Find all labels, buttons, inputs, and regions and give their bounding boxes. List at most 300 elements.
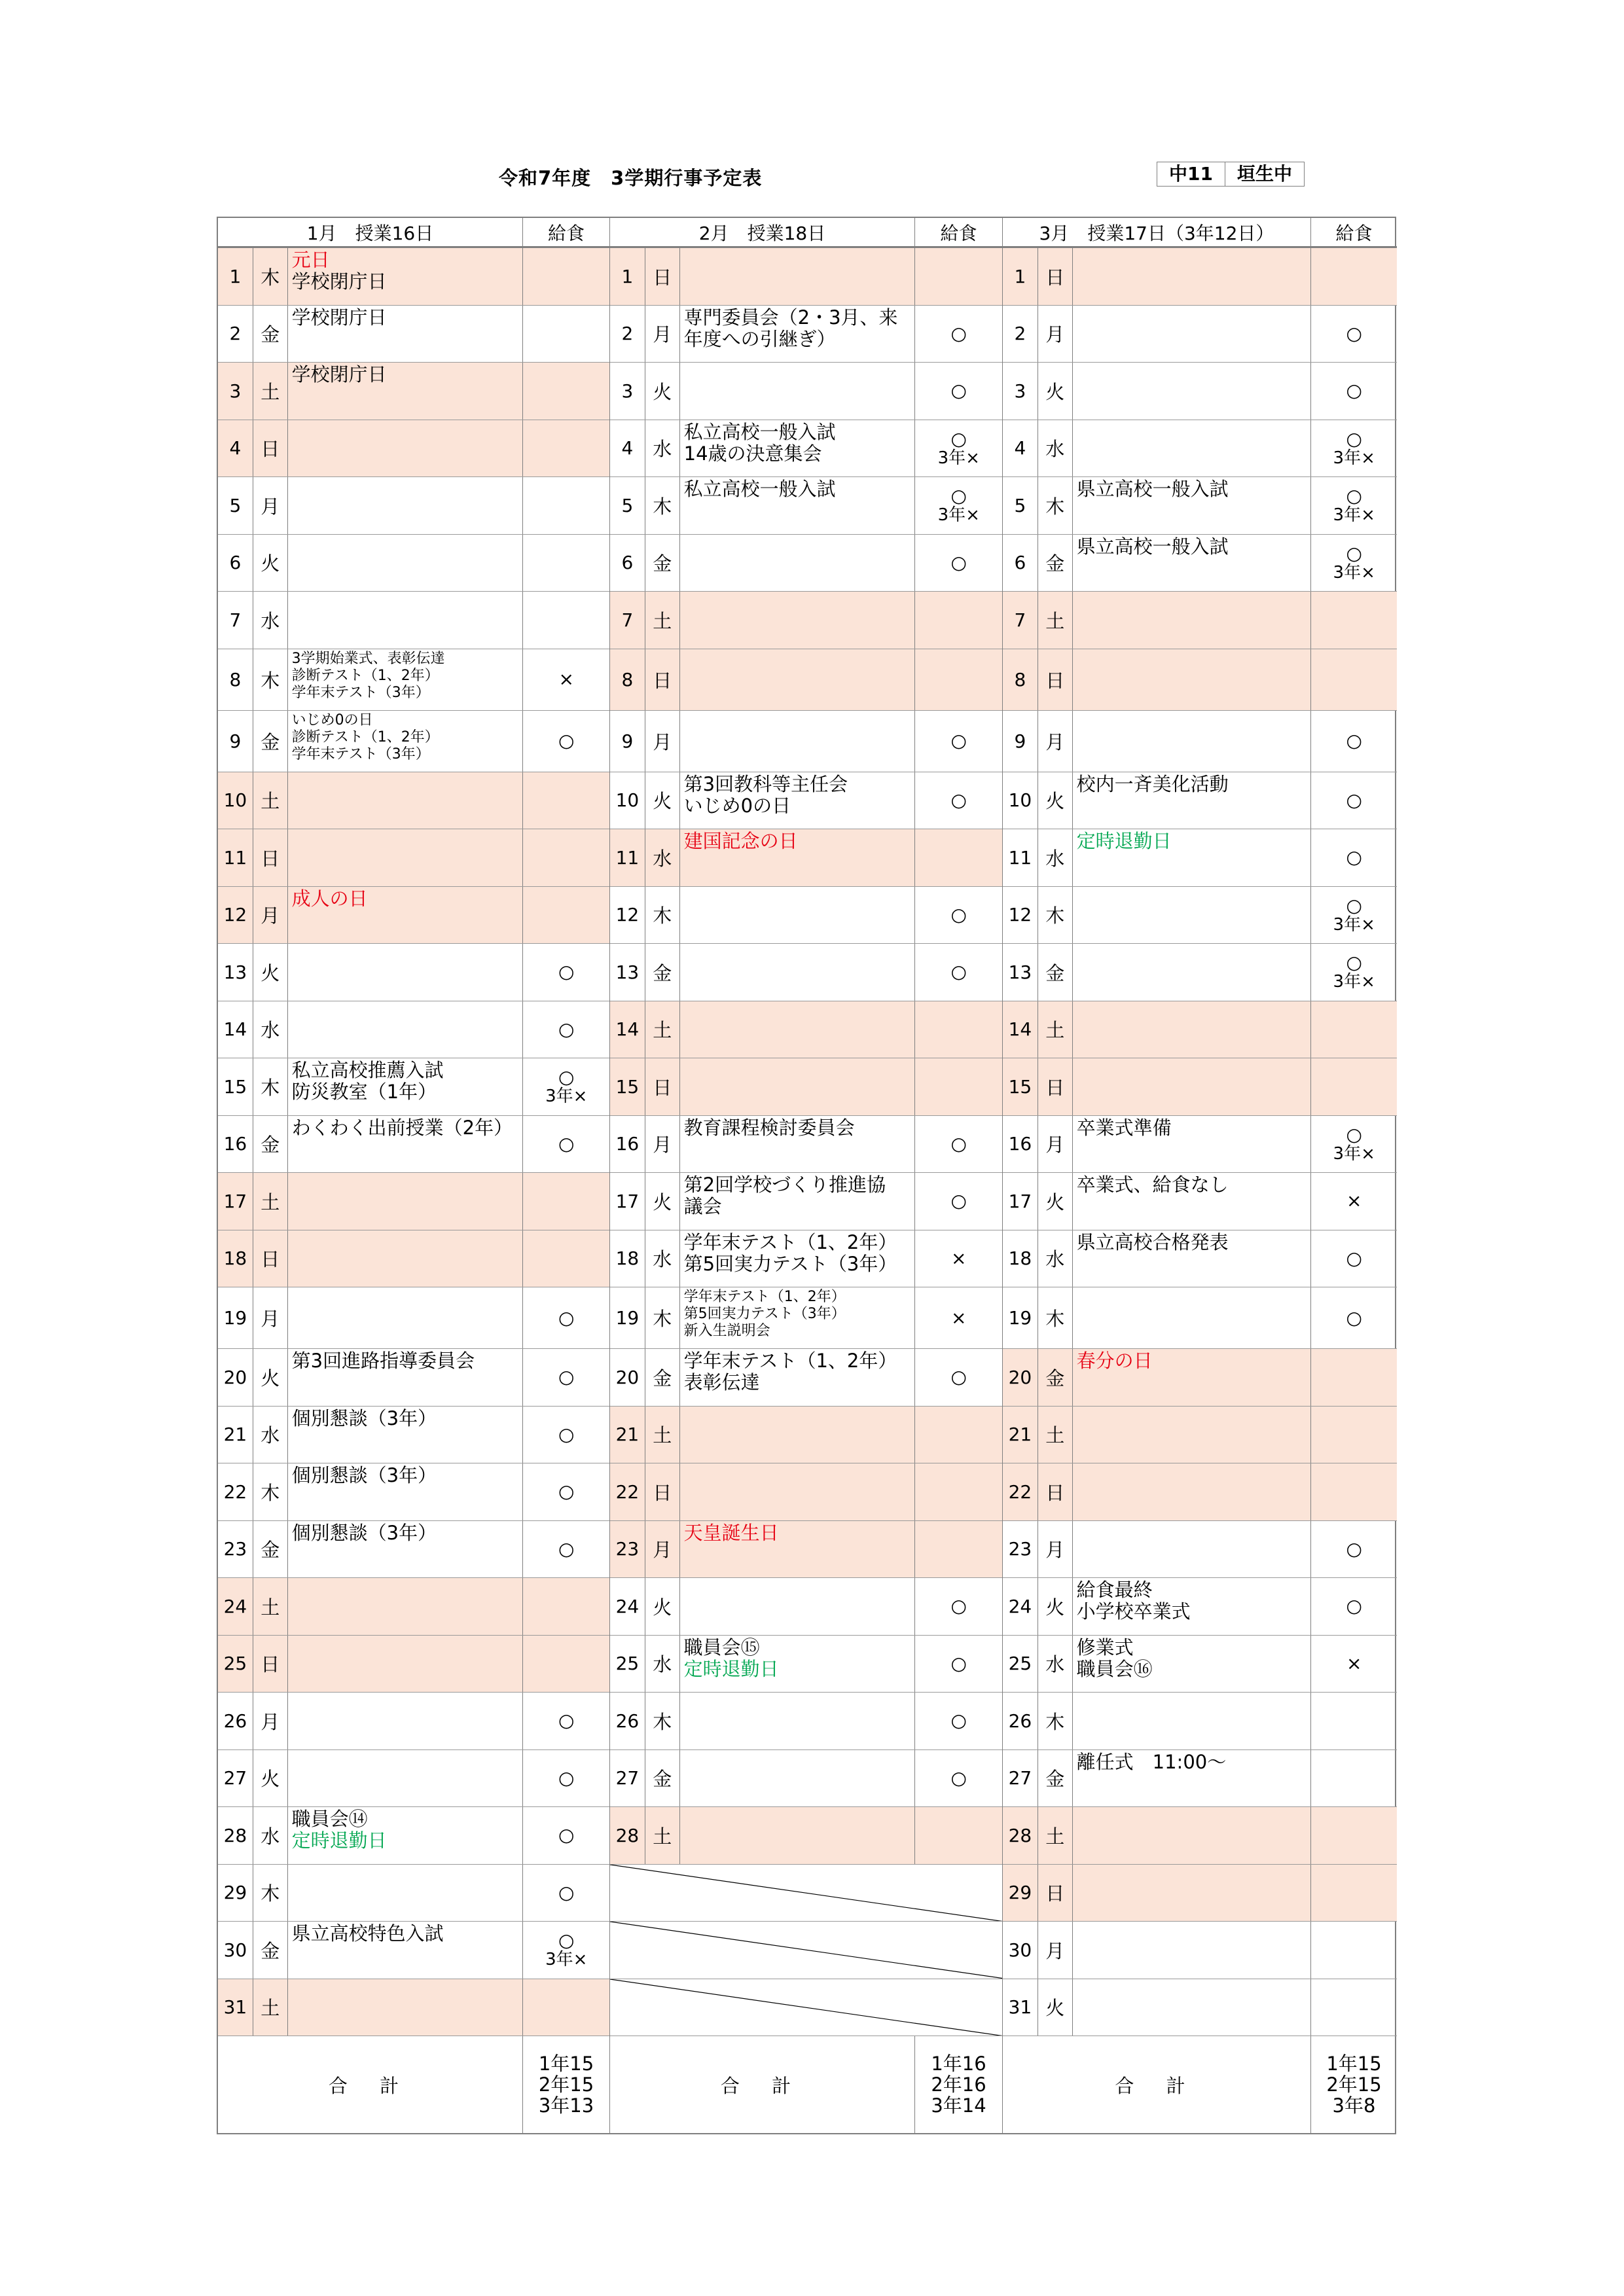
day-row xyxy=(218,535,609,592)
day-number: 18 xyxy=(1003,1230,1038,1287)
event-line: 私立高校推薦入試 xyxy=(291,1059,444,1081)
month-february xyxy=(610,218,1003,2133)
meal-cell xyxy=(1311,1173,1397,1230)
day-of-week: 金 xyxy=(253,711,288,772)
event-line: 個別懇談（3年） xyxy=(291,1407,437,1429)
day-row xyxy=(1003,248,1397,306)
day-number: 16 xyxy=(218,1116,253,1173)
event-cell xyxy=(288,1001,524,1058)
day-number: 22 xyxy=(1003,1463,1038,1520)
month-title: 2月 授業18日 xyxy=(610,218,915,246)
day-of-week: 土 xyxy=(1038,1001,1073,1058)
meal-mark: ○ xyxy=(950,789,967,811)
day-number: 8 xyxy=(610,649,645,710)
day-row xyxy=(1003,1636,1397,1693)
day-of-week: 火 xyxy=(253,944,288,1001)
meal-cell xyxy=(915,1349,1002,1406)
meal-cell xyxy=(915,1173,1002,1230)
event-line: 学年末テスト（3年） xyxy=(291,745,430,762)
meal-cell xyxy=(915,772,1002,829)
totals-label: 合 計 xyxy=(1003,2036,1311,2133)
totals-label: 合 計 xyxy=(218,2036,523,2133)
day-of-week: 金 xyxy=(253,1116,288,1173)
day-number: 20 xyxy=(610,1349,645,1406)
meal-cell xyxy=(523,772,609,829)
day-of-week: 金 xyxy=(645,535,680,592)
meal-mark: ○ xyxy=(558,1881,575,1903)
event-line: 卒業式準備 xyxy=(1076,1116,1172,1139)
event-line: 学年末テスト（1、2年） xyxy=(683,1289,846,1305)
day-of-week: 木 xyxy=(253,1058,288,1115)
meal-cell xyxy=(1311,1750,1397,1807)
strike-line xyxy=(610,1865,1002,1922)
day-of-week: 火 xyxy=(1038,1173,1073,1230)
meal-mark: × xyxy=(1346,1190,1362,1212)
day-of-week: 金 xyxy=(253,1922,288,1979)
event-line: いじめ0の日 xyxy=(683,794,791,817)
meal-cell xyxy=(523,248,609,305)
day-number: 22 xyxy=(218,1463,253,1520)
day-number: 14 xyxy=(610,1001,645,1058)
meal-mark: ○ xyxy=(1346,789,1362,811)
event-cell xyxy=(288,772,524,829)
event-cell xyxy=(1073,535,1312,592)
meal-mark: ○ xyxy=(558,1366,575,1388)
meal-cell xyxy=(1311,248,1397,305)
meal-cell xyxy=(523,363,609,420)
school-label xyxy=(1157,162,1305,187)
day-of-week: 月 xyxy=(645,711,680,772)
meal-cell xyxy=(1311,944,1397,1001)
event-cell xyxy=(288,1578,524,1635)
event-cell xyxy=(288,248,524,305)
day-row xyxy=(610,477,1002,535)
day-of-week: 木 xyxy=(253,649,288,710)
meal-cell xyxy=(1311,1058,1397,1115)
day-row xyxy=(1003,711,1397,772)
day-number: 31 xyxy=(218,1979,253,2036)
event-cell xyxy=(680,944,916,1001)
day-row xyxy=(218,420,609,478)
day-number: 28 xyxy=(610,1807,645,1864)
meal-cell xyxy=(523,1463,609,1520)
meal-cell xyxy=(915,711,1002,772)
day-of-week: 土 xyxy=(1038,592,1073,649)
meal-mark: × xyxy=(950,1306,967,1329)
event-cell xyxy=(680,1463,916,1520)
day-number: 17 xyxy=(610,1173,645,1230)
day-row xyxy=(610,592,1002,649)
day-row xyxy=(1003,887,1397,944)
day-row xyxy=(1003,1287,1397,1349)
meal-cell xyxy=(1311,711,1397,772)
day-number: 19 xyxy=(610,1287,645,1348)
day-row xyxy=(610,944,1002,1001)
day-row xyxy=(610,1287,1002,1349)
day-row xyxy=(1003,649,1397,711)
day-of-week: 木 xyxy=(253,1463,288,1520)
meal-cell xyxy=(1311,1922,1397,1979)
day-rows xyxy=(218,248,609,2036)
event-cell xyxy=(288,420,524,477)
day-number: 6 xyxy=(218,535,253,592)
day-row xyxy=(218,306,609,363)
strike-line xyxy=(610,1979,1002,2036)
day-of-week: 日 xyxy=(1038,1463,1073,1520)
meal-cell xyxy=(523,1750,609,1807)
event-cell xyxy=(288,592,524,649)
event-cell xyxy=(680,592,916,649)
day-number: 27 xyxy=(1003,1750,1038,1807)
day-number: 2 xyxy=(610,306,645,363)
school-name: 垣生中 xyxy=(1225,162,1304,186)
day-number: 26 xyxy=(218,1693,253,1749)
day-row xyxy=(610,1001,1002,1059)
total-grade-1: 1年15 xyxy=(538,2053,594,2075)
meal-exception: 3年× xyxy=(937,505,980,526)
day-of-week: 土 xyxy=(645,1001,680,1058)
day-row xyxy=(218,772,609,830)
day-row xyxy=(218,1230,609,1288)
event-cell xyxy=(1073,1463,1312,1520)
event-cell xyxy=(680,1001,916,1058)
day-of-week: 水 xyxy=(645,829,680,886)
day-number: 28 xyxy=(218,1807,253,1864)
day-number: 21 xyxy=(218,1407,253,1463)
day-of-week: 火 xyxy=(645,363,680,420)
event-cell xyxy=(680,772,916,829)
event-cell xyxy=(680,649,916,710)
day-row xyxy=(1003,1001,1397,1059)
month-header xyxy=(218,218,609,248)
event-cell xyxy=(288,1636,524,1693)
meal-cell xyxy=(915,1521,1002,1578)
meal-mark: ○ xyxy=(558,1929,575,1952)
event-cell xyxy=(680,1287,916,1348)
meal-cell xyxy=(523,1116,609,1173)
day-number: 12 xyxy=(1003,887,1038,944)
day-row xyxy=(610,1521,1002,1579)
event-line: 第5回実力テスト（3年） xyxy=(683,1306,846,1322)
day-row xyxy=(610,711,1002,772)
event-line: 卒業式、給食なし xyxy=(1076,1174,1229,1196)
meal-cell xyxy=(1311,1116,1397,1173)
meal-cell xyxy=(523,944,609,1001)
event-line: 修業式 xyxy=(1076,1636,1134,1659)
day-of-week: 水 xyxy=(253,1001,288,1058)
event-line: 私立高校一般入試 xyxy=(683,420,836,443)
meal-cell xyxy=(915,420,1002,477)
day-of-week: 水 xyxy=(1038,1636,1073,1693)
day-row xyxy=(1003,1922,1397,1979)
day-number: 27 xyxy=(610,1750,645,1807)
day-row xyxy=(218,944,609,1001)
event-cell xyxy=(680,1173,916,1230)
day-of-week: 水 xyxy=(1038,420,1073,477)
day-row xyxy=(1003,829,1397,887)
meal-mark: ○ xyxy=(1346,952,1362,974)
day-number: 4 xyxy=(1003,420,1038,477)
event-line: 第3回教科等主任会 xyxy=(683,772,848,795)
day-of-week: 金 xyxy=(253,306,288,363)
day-row xyxy=(218,1287,609,1349)
event-cell xyxy=(1073,1116,1312,1173)
day-of-week: 火 xyxy=(1038,772,1073,829)
event-cell xyxy=(680,1349,916,1406)
day-row xyxy=(218,477,609,535)
day-number: 7 xyxy=(218,592,253,649)
day-row xyxy=(218,1521,609,1579)
day-row xyxy=(218,1349,609,1407)
meal-mark: ○ xyxy=(1346,1537,1362,1560)
meal-cell xyxy=(1311,1001,1397,1058)
meal-mark: ○ xyxy=(950,485,967,507)
empty-day-row xyxy=(610,1979,1002,2037)
day-number: 23 xyxy=(1003,1521,1038,1578)
event-cell xyxy=(680,1807,916,1864)
day-row xyxy=(610,1173,1002,1230)
event-cell xyxy=(1073,363,1312,420)
meal-cell xyxy=(915,363,1002,420)
event-cell xyxy=(288,1750,524,1807)
day-number: 19 xyxy=(218,1287,253,1348)
day-number: 29 xyxy=(218,1865,253,1922)
event-cell xyxy=(288,1463,524,1520)
total-grade-2: 2年16 xyxy=(931,2073,986,2096)
day-of-week: 土 xyxy=(253,1578,288,1635)
meal-mark: ○ xyxy=(558,1423,575,1445)
holiday-name: 春分の日 xyxy=(1076,1350,1153,1372)
meal-mark: ○ xyxy=(558,1306,575,1329)
day-number: 20 xyxy=(1003,1349,1038,1406)
day-of-week: 月 xyxy=(645,1521,680,1578)
day-of-week: 日 xyxy=(1038,248,1073,305)
day-number: 5 xyxy=(1003,477,1038,534)
event-cell xyxy=(680,1230,916,1287)
meal-mark: ○ xyxy=(1346,846,1362,869)
day-of-week: 水 xyxy=(1038,1230,1073,1287)
meal-exception: 3年× xyxy=(937,448,980,468)
meal-cell xyxy=(523,1521,609,1578)
day-row xyxy=(610,1349,1002,1407)
day-row xyxy=(610,306,1002,363)
meal-exception: 3年× xyxy=(1333,1143,1375,1164)
day-of-week: 水 xyxy=(645,1230,680,1287)
meal-cell xyxy=(1311,535,1397,592)
meal-cell xyxy=(523,306,609,363)
total-grade-3: 3年14 xyxy=(931,2094,986,2117)
meal-cell xyxy=(1311,772,1397,829)
day-row xyxy=(610,535,1002,592)
day-of-week: 月 xyxy=(253,477,288,534)
day-row xyxy=(218,248,609,306)
meal-mark: × xyxy=(558,668,574,690)
meal-mark: ○ xyxy=(558,1066,575,1088)
day-number: 7 xyxy=(610,592,645,649)
day-of-week: 木 xyxy=(1038,1693,1073,1749)
day-of-week: 金 xyxy=(1038,944,1073,1001)
meal-cell xyxy=(1311,649,1397,710)
day-number: 3 xyxy=(610,363,645,420)
day-number: 1 xyxy=(218,248,253,305)
holiday-name: 建国記念の日 xyxy=(683,830,798,852)
day-of-week: 木 xyxy=(645,477,680,534)
day-of-week: 火 xyxy=(253,1349,288,1406)
day-of-week: 金 xyxy=(1038,1750,1073,1807)
day-row xyxy=(1003,1116,1397,1174)
day-row xyxy=(610,1807,1002,1865)
event-line: 県立高校一般入試 xyxy=(1076,478,1229,500)
meal-mark: ○ xyxy=(558,1132,575,1155)
day-row xyxy=(1003,944,1397,1001)
day-row xyxy=(1003,592,1397,649)
event-cell xyxy=(288,1865,524,1922)
meal-mark: ○ xyxy=(558,730,575,751)
meal-cell xyxy=(915,1463,1002,1520)
event-line: 職員会⑮ xyxy=(683,1636,760,1659)
day-row xyxy=(610,420,1002,478)
day-of-week: 木 xyxy=(645,887,680,944)
meal-cell xyxy=(523,592,609,649)
meal-exception: 3年× xyxy=(1333,914,1375,935)
day-of-week: 日 xyxy=(645,649,680,710)
totals-row xyxy=(610,2036,1002,2133)
meal-cell xyxy=(523,1578,609,1635)
event-cell xyxy=(1073,829,1312,886)
page-title: 令和7年度 3学期行事予定表 xyxy=(499,167,763,189)
event-line: 議会 xyxy=(683,1195,722,1217)
meal-cell xyxy=(915,829,1002,886)
event-cell xyxy=(288,1407,524,1463)
meal-mark: ○ xyxy=(950,1366,967,1388)
meal-mark: × xyxy=(1346,1652,1362,1674)
event-cell xyxy=(288,711,524,772)
meal-cell xyxy=(915,1058,1002,1115)
meal-cell xyxy=(1311,592,1397,649)
meal-mark: ○ xyxy=(558,961,575,983)
holiday-name: 元日 xyxy=(291,249,330,271)
meal-mark: ○ xyxy=(950,961,967,983)
event-cell xyxy=(288,649,524,710)
day-row xyxy=(610,1116,1002,1174)
day-row xyxy=(218,363,609,420)
day-row xyxy=(610,1058,1002,1116)
day-of-week: 水 xyxy=(253,592,288,649)
meal-cell xyxy=(523,1001,609,1058)
meal-cell xyxy=(1311,1521,1397,1578)
event-line: 学校閉庁日 xyxy=(291,306,387,329)
day-number: 1 xyxy=(610,248,645,305)
day-of-week: 木 xyxy=(645,1287,680,1348)
day-number: 27 xyxy=(218,1750,253,1807)
meal-cell xyxy=(1311,363,1397,420)
event-line: 第2回学校づくり推進協 xyxy=(683,1174,886,1196)
meal-mark: ○ xyxy=(558,1537,575,1560)
teiji-taikin-label: 定時退勤日 xyxy=(1076,830,1172,852)
day-number: 5 xyxy=(610,477,645,534)
day-of-week: 火 xyxy=(645,772,680,829)
event-cell xyxy=(1073,711,1312,772)
day-number: 2 xyxy=(218,306,253,363)
total-grade-1: 1年15 xyxy=(1326,2053,1382,2075)
event-cell xyxy=(288,1349,524,1406)
event-cell xyxy=(1073,592,1312,649)
meal-cell xyxy=(523,1807,609,1864)
event-cell xyxy=(680,1750,916,1807)
total-grade-1: 1年16 xyxy=(931,2053,986,2075)
day-of-week: 日 xyxy=(1038,1865,1073,1922)
empty-day-row xyxy=(610,1922,1002,1979)
month-title: 3月 授業17日（3年12日） xyxy=(1003,218,1311,246)
day-number: 11 xyxy=(610,829,645,886)
event-cell xyxy=(1073,944,1312,1001)
meal-cell xyxy=(523,1230,609,1287)
event-cell xyxy=(680,535,916,592)
day-of-week: 火 xyxy=(645,1578,680,1635)
event-cell xyxy=(288,1173,524,1230)
event-cell xyxy=(1073,1001,1312,1058)
meal-cell xyxy=(523,829,609,886)
day-of-week: 火 xyxy=(1038,1979,1073,2036)
meal-cell xyxy=(523,420,609,477)
day-row xyxy=(1003,1463,1397,1521)
event-cell xyxy=(1073,1693,1312,1749)
meal-cell xyxy=(1311,1807,1397,1864)
meal-mark: ○ xyxy=(1346,1123,1362,1145)
day-number: 15 xyxy=(1003,1058,1038,1115)
event-cell xyxy=(288,306,524,363)
day-row xyxy=(610,887,1002,944)
month-january xyxy=(218,218,610,2133)
day-row xyxy=(218,592,609,649)
day-number: 23 xyxy=(610,1521,645,1578)
meal-cell xyxy=(915,306,1002,363)
day-number: 9 xyxy=(610,711,645,772)
day-of-week: 火 xyxy=(253,1750,288,1807)
day-number: 6 xyxy=(610,535,645,592)
meal-mark: ○ xyxy=(1346,427,1362,450)
day-number: 11 xyxy=(218,829,253,886)
event-cell xyxy=(680,1116,916,1173)
day-number: 30 xyxy=(218,1922,253,1979)
meal-cell xyxy=(523,535,609,592)
meal-mark: ○ xyxy=(1346,542,1362,564)
meal-mark: ○ xyxy=(1346,1306,1362,1329)
meal-exception: 3年× xyxy=(545,1950,588,1970)
day-row xyxy=(218,1463,609,1521)
meal-cell xyxy=(915,1750,1002,1807)
day-number: 8 xyxy=(218,649,253,710)
event-cell xyxy=(1073,772,1312,829)
meal-mark: ○ xyxy=(1346,894,1362,916)
event-cell xyxy=(1073,1230,1312,1287)
meal-cell xyxy=(915,1636,1002,1693)
meal-cell xyxy=(1311,1407,1397,1463)
day-of-week: 日 xyxy=(645,1058,680,1115)
meal-cell xyxy=(523,477,609,534)
day-number: 9 xyxy=(1003,711,1038,772)
meal-exception: 3年× xyxy=(1333,562,1375,583)
day-number: 4 xyxy=(610,420,645,477)
total-grade-3: 3年8 xyxy=(1332,2094,1376,2117)
day-row xyxy=(610,1636,1002,1693)
event-cell xyxy=(680,1521,916,1578)
day-row xyxy=(610,1578,1002,1636)
meal-cell xyxy=(523,1287,609,1348)
event-line: 新入生説明会 xyxy=(683,1323,770,1339)
event-cell xyxy=(1073,1173,1312,1230)
day-row xyxy=(1003,1750,1397,1808)
